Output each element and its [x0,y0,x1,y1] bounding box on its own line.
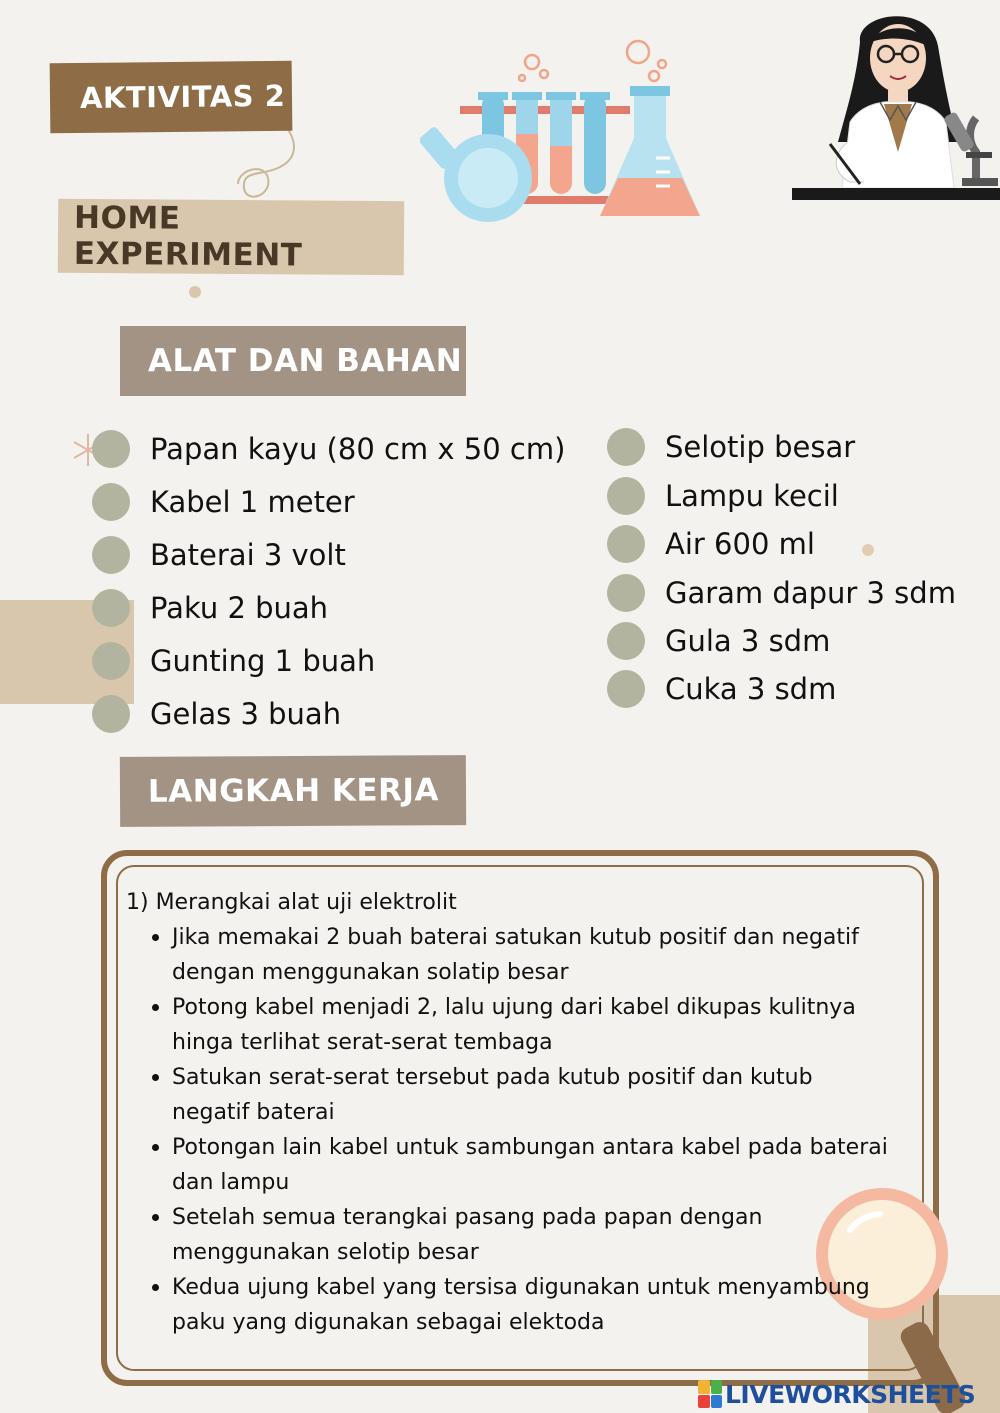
step-bullet-list [126,920,896,1340]
step-heading: 1) Merangkai alat uji elektrolit [126,890,457,915]
material-name: Cuka 3 sdm [665,672,837,706]
material-name: Paku 2 buah [150,591,329,625]
list-item [92,483,355,521]
list-item [607,525,815,563]
materials-section-title: ALAT DAN BAHAN [120,326,466,396]
bullet-dot-icon [607,428,645,466]
material-name: Selotip besar [665,430,856,464]
bullet-dot-icon [607,477,645,515]
material-name: Lampu kecil [665,479,839,513]
experiment-tag: HOME EXPERIMENT [58,199,405,275]
steps-section-title: LANGKAH KERJA [120,755,466,827]
material-name: Gunting 1 buah [150,644,376,678]
bullet-dot-icon [92,642,130,680]
material-name: Gelas 3 buah [150,697,342,731]
watermark-text: LIVEWORKSHEETS [725,1379,976,1409]
material-name: Garam dapur 3 sdm [665,576,956,610]
list-item [92,695,341,733]
watermark [698,1378,975,1410]
list-item [92,430,565,468]
bullet-dot-icon [92,430,130,468]
liveworksheets-logo-icon [698,1380,722,1408]
material-name: Kabel 1 meter [150,485,355,519]
bullet-dot-icon [607,670,645,708]
bullet-dot-icon [92,536,130,574]
bullet-dot-icon [607,525,645,563]
bullet-dot-icon [92,695,130,733]
step-bullet: Potong kabel menjadi 2, lalu ujung dari kabel dikupas kulitnya hinga terlihat serat-serat tembaga [150,990,896,1060]
step-bullet: Kedua ujung kabel yang tersisa digunakan untuk menyambung paku yang digunakan sebagai elektoda [150,1270,896,1340]
list-item [92,589,328,627]
scientist-icon [790,2,1000,206]
step-bullet: Setelah semua terangkai pasang pada papan dengan menggunakan selotip besar [150,1200,896,1270]
step-bullet: Potongan lain kabel untuk sambungan antara kabel pada baterai dan lampu [150,1130,896,1200]
steps-content [126,885,896,1340]
bullet-dot-icon [607,574,645,612]
list-item [607,670,836,708]
bullet-dot-icon [607,622,645,660]
material-name: Gula 3 sdm [665,624,831,658]
decorative-dot [858,540,878,560]
list-item [607,622,830,660]
bullet-dot-icon [92,483,130,521]
step-bullet: Jika memakai 2 buah baterai satukan kutub positif dan negatif dengan menggunakan solatip besar [150,920,896,990]
list-item [607,428,855,466]
bullet-dot-icon [92,589,130,627]
lab-glassware-icon [420,38,710,228]
list-item [92,536,346,574]
list-item [607,574,956,612]
step-bullet: Satukan serat-serat tersebut pada kutub positif dan kutub negatif baterai [150,1060,896,1130]
material-name: Air 600 ml [665,527,815,561]
list-item [92,642,375,680]
material-name: Papan kayu (80 cm x 50 cm) [150,432,566,466]
list-item [607,477,839,515]
activity-tag: AKTIVITAS 2 [50,61,293,134]
material-name: Baterai 3 volt [150,538,346,572]
